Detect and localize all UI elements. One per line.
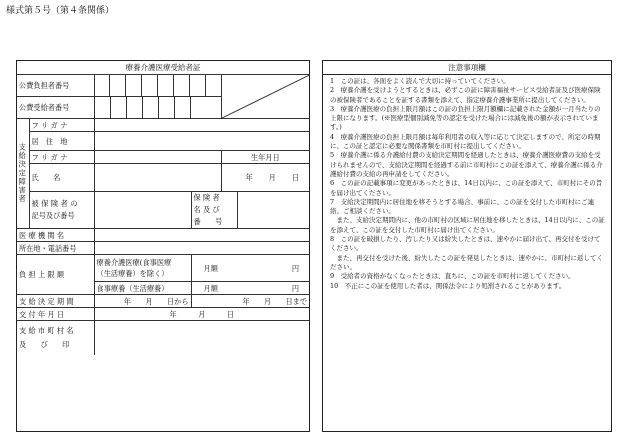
address-field[interactable] (94, 132, 309, 151)
issue-date-label: 交 付 年 月 日 (17, 308, 94, 321)
note-item: 2 療養介護を受けようとするときは、必ずこの証に障害福祉サービス受給者証及び医療保険の被保険者であることを証する書類を添えて、指定療養介護事業所に提出してください。 (330, 86, 601, 104)
address-label: 居 住 地 (29, 132, 94, 151)
institution-label: 医 療 機 関 名 (17, 229, 94, 242)
notes-list (330, 77, 605, 291)
payer-number-cells[interactable] (94, 75, 221, 97)
name-label: 氏 名 (29, 164, 94, 192)
limit-label: 負 担 上 限 額 (17, 255, 94, 295)
insured-label: 被保険者の 記号及び番号 (29, 192, 94, 229)
insured-field[interactable] (94, 192, 191, 229)
limit-row1-label: 療養介護医療(食事医療 （生活療養）を除く） (94, 255, 191, 282)
note-item: 8 この証を破損したり、汚したり又は紛失したときは、速やかに届け出て、再交付を受けてください。 (330, 235, 601, 253)
birth-date-field[interactable]: 年 月 日 (221, 164, 309, 192)
decision-period-label: 支 給 決 定 期 間 (17, 295, 94, 308)
recipient-number-label: 公費受給者番号 (17, 97, 94, 119)
furigana-label: フリガナ (29, 119, 94, 132)
issue-date-field[interactable]: 年 月 日 (94, 308, 309, 321)
location-field[interactable] (94, 242, 309, 255)
recipient-number-cells[interactable] (94, 97, 221, 119)
payer-number-label: 公費負担者番号 (17, 75, 94, 97)
certificate-title: 療養介護医療受給者証 (17, 61, 309, 75)
municipality-label: 支 給 市 町 村 名 及 び 印 (17, 321, 94, 356)
limit-row2-amount[interactable]: 月額 円 (191, 282, 309, 295)
note-item: 9 受給者の資格がなくなったときは、直ちに、この証を市町村に返してください。 (330, 272, 575, 281)
location-label: 所在地・電話番号 (17, 242, 94, 255)
note-item: 3 療養介護医療の負担上限月額はこの証の負担上限月額欄に記載された金額が一月当たりの上限になります。(※医療型個別減免等の認定を受けた場合には減免後の額が表示されています。) (330, 104, 601, 132)
decision-group-label: 支給決定障害者 (17, 119, 29, 229)
birth-date-label: 生年月日 (221, 151, 309, 164)
name-field[interactable] (94, 164, 221, 192)
form-number: 様式第５号（第４条関係） (6, 6, 115, 16)
note-item: 6 この証の記載事項に変更があったときは、14日以内に、この証を添えて、市町村にその旨を届け出てください。 (330, 179, 603, 197)
insurer-field[interactable] (237, 192, 309, 229)
note-item: また、再交付を受けた後、紛失したこの証を発見したときは、速やかに、市町村に返してください。 (330, 253, 603, 271)
note-item: 4 療養介護医療の負担上限月額は毎年利用者の収入等に応じて決定しますので、所定の時期に、この証と認定に必要な関係書類を市町村に提出してください。 (330, 132, 601, 151)
period-to[interactable]: 年 月 日まで (191, 295, 309, 308)
municipality-field[interactable] (94, 321, 309, 356)
note-item: 1 この証は、各面をよく読んで大切に持っていてください。 (330, 77, 510, 85)
limit-row1-amount[interactable]: 月額 円 (191, 255, 309, 282)
furigana2-field[interactable] (94, 151, 221, 164)
period-from[interactable]: 年 月 日から (94, 295, 191, 308)
limit-row2-label: 食事療養（生活療養） (94, 282, 191, 295)
note-item: 7 支給決定期間内に居住地を移そうとする場合、事前に、この証を交付した市町村にご連絡、ご相談ください。 (330, 197, 595, 216)
note-item: 10 不正にこの証を使用した者は、関係法令により処罰されることがあります。 (330, 281, 566, 290)
note-item: また、支給決定期間内に、他の市町村の区域に居住地を移したときは、14日以内に、この証を添えて、この証を交付した市町村に届け出てください。 (330, 216, 605, 234)
certificate-table (17, 74, 309, 355)
furigana2-label: フリガナ (29, 151, 94, 164)
blank-diagonal (221, 75, 309, 119)
note-item: 5 療養介護に係る介護給付費の支給決定期間を経過したときは、療養介護医療費の支給を受けられませんので、支給決定期間を経過する前に市町村にこの証を添えて、療養介護に係る介護給付費の支給の再申請をしてください。 (330, 151, 603, 178)
notes-title: 注意事項欄 (323, 61, 611, 75)
insurer-label: 保 険 者 名 及 び 番 号 (191, 192, 237, 229)
certificate-panel (16, 60, 310, 432)
notes-panel (322, 60, 612, 432)
furigana-field[interactable] (94, 119, 309, 132)
institution-field[interactable] (94, 229, 309, 242)
